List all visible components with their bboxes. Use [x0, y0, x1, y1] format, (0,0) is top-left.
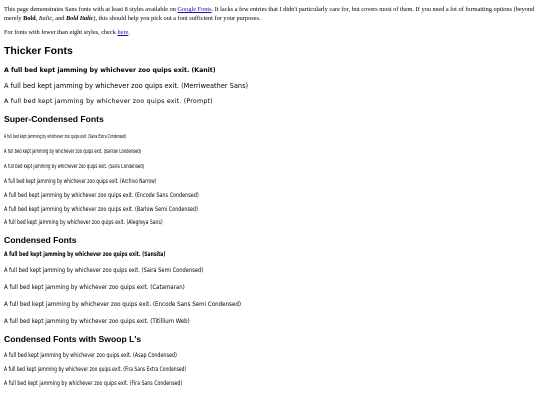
sample-text: A full bed kept jamming by whichever zoo quips exit. (Alegreya Sans): [4, 219, 163, 227]
sample-row: [4, 380, 536, 388]
google-fonts-link[interactable]: Google Fonts: [177, 6, 212, 13]
heading-swoop-l-fonts: Condensed Fonts with Swoop L's: [4, 334, 142, 345]
sample-text: A full bed kept jamming by whichever zoo quips exit. (Catamaran): [4, 284, 185, 292]
sample-text: A full bed kept jamming by whichever zoo quips exit. (Encode Sans Condensed): [4, 192, 199, 200]
sample-row: [4, 67, 536, 75]
sample-text: A full bed kept jamming by whichever zoo quips exit. (Titillium Web): [4, 318, 190, 326]
sample-row: [4, 206, 536, 214]
sample-row: [4, 192, 536, 200]
sample-text: A full bed kept jamming by whichever zoo quips exit. (Prompt): [4, 98, 213, 106]
sample-row: [4, 178, 536, 186]
fewer-styles-text: .: [128, 28, 130, 36]
sample-text: A full bed kept jamming by whichever zoo quips exit. (Asap Condensed): [4, 352, 177, 360]
sample-row: [4, 148, 536, 156]
bold-example: Bold: [23, 14, 36, 22]
fewer-styles-text: For fonts with fewer than eight styles, check: [4, 28, 118, 36]
sample-row: [4, 82, 536, 91]
sample-text: A full bed kept jamming by whichever zoo quips exit. (Barlow Condensed): [4, 149, 142, 156]
sample-text: A full bed kept jamming by whichever zoo quips exit. (Archivo Narrow): [4, 178, 157, 186]
fewer-styles-link[interactable]: here: [117, 28, 129, 36]
sample-row: [4, 97, 536, 106]
sample-row: [4, 133, 536, 141]
sample-row: [4, 219, 536, 227]
bold-italic-example: Bold Italic: [65, 14, 94, 22]
fewer-styles-paragraph: [4, 29, 536, 38]
sample-row: [4, 301, 536, 309]
sample-row: [4, 352, 536, 360]
sample-row: [4, 251, 536, 259]
sample-text: A full bed kept jamming by whichever zoo quips exit. (Barlow Semi Condensed): [4, 206, 198, 214]
heading-condensed-fonts: Condensed Fonts: [4, 235, 77, 246]
heading-thicker-fonts: Thicker Fonts: [4, 45, 73, 58]
intro-text: This page demonstrates Sans fonts with at least 8 styles available on: [4, 6, 178, 13]
sample-text: A full bed kept jamming by whichever zoo quips exit. (Fira Sans Extra Condensed): [4, 366, 187, 374]
sample-text: A full bed kept jamming by whichever zoo quips exit. (Sansita): [4, 251, 166, 259]
sample-text: A full bed kept jamming by whichever zoo quips exit. (Saira Extra Condensed): [4, 134, 127, 141]
heading-super-condensed-fonts: Super-Condensed Fonts: [4, 114, 104, 125]
sample-text: A full bed kept jamming by whichever zoo quips exit. (Fira Sans Condensed): [4, 380, 183, 388]
page-content: [4, 6, 536, 388]
sample-text: A full bed kept jamming by whichever zoo quips exit. (Saira Condensed): [4, 164, 145, 171]
intro-paragraph: [4, 6, 536, 24]
intro-text: , and: [52, 14, 66, 22]
intro-text: ,: [35, 14, 39, 22]
italic-example: Italic: [38, 14, 53, 22]
sample-row: [4, 284, 536, 292]
sample-text: A full bed kept jamming by whichever zoo quips exit. (Encode Sans Semi Condensed): [4, 301, 242, 309]
sample-text: A full bed kept jamming by whichever zoo quips exit. (Saira Semi Condensed): [4, 267, 204, 275]
sample-row: [4, 318, 536, 326]
sample-text: A full bed kept jamming by whichever zoo quips exit. (Merriweather Sans): [4, 82, 249, 91]
intro-text: . It lacks a few entries that I didn't particularly care for, but covers most of them. If you need a lot of formatting options (beyond merely: [4, 6, 535, 22]
sample-text: A full bed kept jamming by whichever zoo quips exit. (Kanit): [4, 67, 216, 75]
intro-text: ), this should help you pick out a font sufficient for your purposes.: [93, 14, 261, 22]
sample-row: [4, 366, 536, 374]
sample-row: [4, 267, 536, 275]
sample-row: [4, 163, 536, 171]
